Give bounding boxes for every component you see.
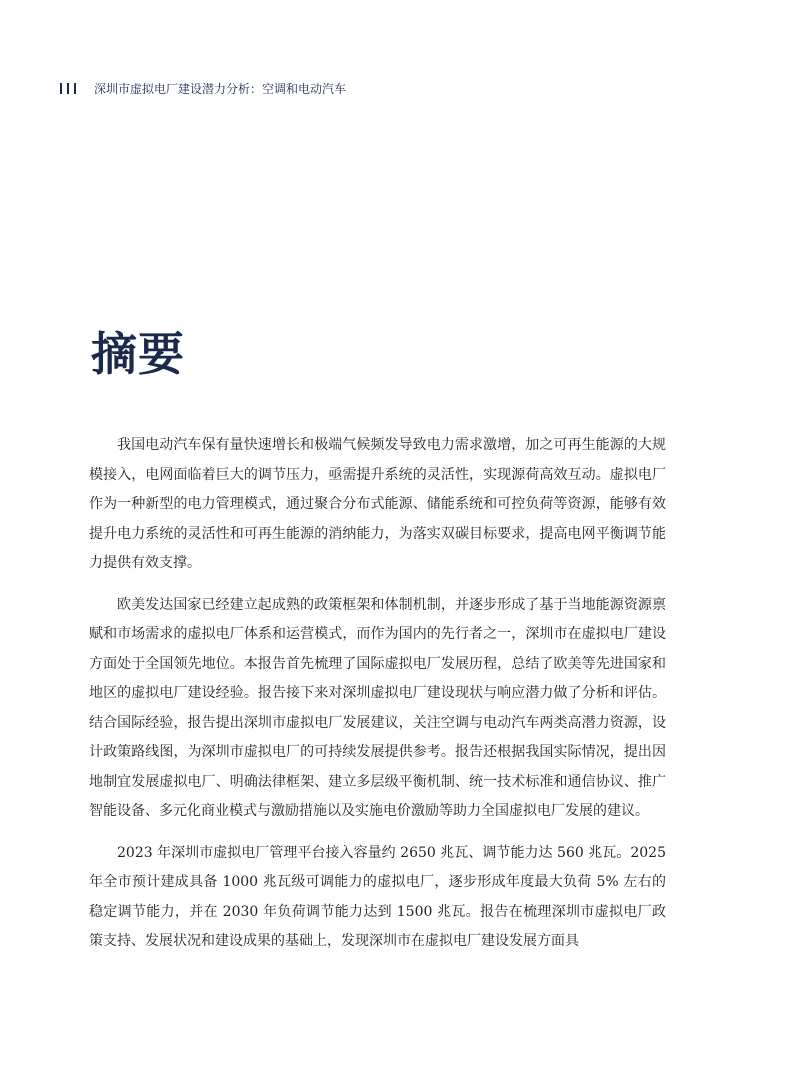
header-mark: [74, 83, 76, 94]
header-marks: [60, 83, 76, 94]
body-text: [89, 431, 666, 969]
header-mark: [60, 83, 62, 94]
header-mark: [67, 83, 69, 94]
running-header-title: 深圳市虚拟电厂建设潜力分析：空调和电动汽车: [94, 82, 347, 96]
paragraph-2: 欧美发达国家已经建立起成熟的政策框架和体制机制，并逐步形成了基于当地能源资源禀赋和市场需求的虚拟电厂体系和运营模式，而作为国内的先行者之一，深圳市在虚拟电厂建设方面处于全国领先地位。本报告首先梳理了国际虚拟电厂发展历程，总结了欧美等先进国家和地区的虚拟电厂建设经验。报告接下来对深圳虚拟电厂建设现状与响应潜力做了分析和评估。结合国际经验，报告提出深圳市虚拟电厂发展建议，关注空调与电动汽车两类高潜力资源，设计政策路线图，为深圳市虚拟电厂的可持续发展提供参考。报告还根据我国实际情况，提出因地制宜发展虚拟电厂、明确法律框架、建立多层级平衡机制、统一技术标准和通信协议、推广智能设备、多元化商业模式与激励措施以及实施电价激励等助力全国虚拟电厂发展的建议。: [89, 596, 666, 819]
running-header: [60, 80, 346, 97]
paragraph-1: 我国电动汽车保有量快速增长和极端气候频发导致电力需求激增，加之可再生能源的大规模接入，电网面临着巨大的调节压力，亟需提升系统的灵活性，实现源荷高效互动。虚拟电厂作为一种新型的电力管理模式，通过聚合分布式能源、储能系统和可控负荷等资源，能够有效提升电力系统的灵活性和可再生能源的消纳能力，为落实双碳目标要求，提高电网平衡调节能力提供有效支撑。: [89, 437, 666, 571]
paragraph-3: 2023 年深圳市虚拟电厂管理平台接入容量约 2650 兆瓦、调节能力达 560 兆瓦。2025 年全市预计建成具备 1000 兆瓦级可调能力的虚拟电厂，逐步形成年度最大负荷 5% 左右的稳定调节能力，并在 2030 年负荷调节能力达到 1500 兆瓦。报告在梳理深圳市虚拟电厂政策支持、发展状况和建设成果的基础上，发现深圳市在虚拟电厂建设发展方面具: [89, 844, 666, 949]
section-title: 摘要: [91, 327, 185, 381]
